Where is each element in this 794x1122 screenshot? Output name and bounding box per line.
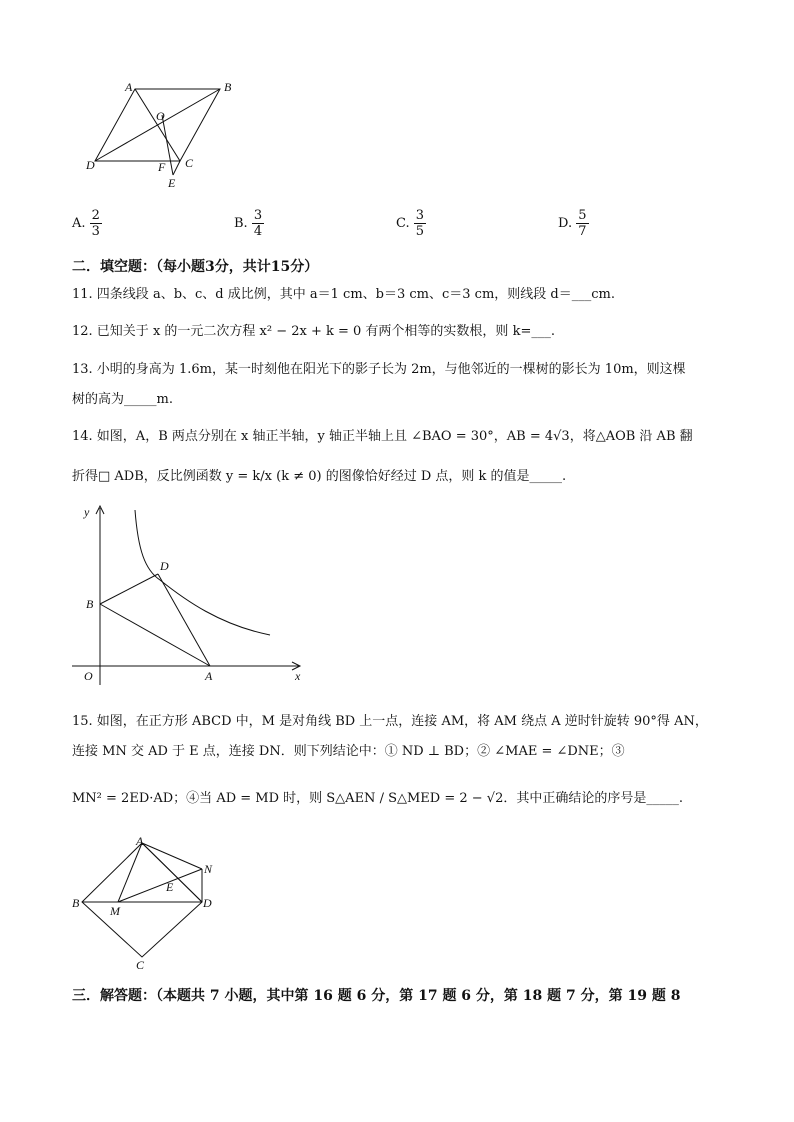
label-A: A — [125, 80, 133, 94]
label-N: N — [204, 862, 213, 876]
label-B: B — [86, 597, 94, 611]
question-14-line-1: 14. 如图，A，B 两点分别在 x 轴正半轴，y 轴正半轴上且 ∠BAO = 30°，AB = 4√3，将△AOB 沿 AB 翻 — [72, 429, 693, 444]
label-D: D — [160, 559, 169, 573]
question-15-line-1: 15. 如图，在正方形 ABCD 中，M 是对角线 BD 上一点，连接 AM，将 AM 绕点 A 逆时针旋转 90°得 AN， — [72, 714, 708, 729]
figure-parallelogram — [80, 75, 250, 195]
option-a: A. $\frac{2}{3}$ — [72, 208, 100, 239]
label-y: y — [84, 505, 90, 519]
option-b: B. $\frac{3}{4}$ — [234, 208, 263, 239]
label-D: D — [203, 896, 212, 910]
question-13-line-2: 树的高为_____m. — [72, 392, 173, 407]
label-F: F — [158, 160, 166, 174]
figure-coordinate-plot — [70, 500, 320, 690]
question-12: 12. 已知关于 x 的一元二次方程 x² − 2x + k = 0 有两个相等的实数根，则 k=___. — [72, 324, 555, 339]
label-O: O — [84, 669, 93, 683]
label-x: x — [295, 669, 301, 683]
question-13-line-1: 13. 小明的身高为 1.6m，某一时刻他在阳光下的影子长为 2m，与他邻近的一棵树的影长为 10m，则这棵 — [72, 362, 686, 377]
label-E: E — [168, 176, 176, 190]
question-15-line-2: 连接 MN 交 AD 于 E 点，连接 DN．则下列结论中：① ND ⊥ BD；② ∠MAE = ∠DNE；③ — [72, 744, 625, 759]
section-3-title: 三．解答题：（本题共 7 小题，其中第 16 题 6 分，第 17 题 6 分，第 18 题 7 分，第 19 题 8 — [72, 988, 681, 1004]
label-A: A — [136, 835, 144, 848]
label-B: B — [72, 896, 80, 910]
question-11: 11. 四条线段 a、b、c、d 成比例，其中 a＝1 cm、b＝3 cm、c＝3 cm，则线段 d＝___cm. — [72, 287, 615, 302]
label-B: B — [224, 80, 232, 94]
option-d: D. $\frac{5}{7}$ — [558, 208, 587, 239]
question-15-line-3: MN² = 2ED·AD；④当 AD = MD 时，则 S△AEN / S△MED = 2 − √2．其中正确结论的序号是_____. — [72, 791, 683, 806]
label-O: O — [156, 109, 165, 123]
option-c: C. $\frac{3}{5}$ — [396, 208, 425, 239]
label-C: C — [136, 958, 145, 972]
question-14-line-2: 折得□ ADB，反比例函数 y = k/x (k ≠ 0) 的图像恰好经过 D 点，则 k 的值是_____. — [72, 469, 567, 484]
label-M: M — [110, 904, 120, 918]
label-C: C — [185, 156, 194, 170]
figure-square — [70, 835, 230, 975]
label-E: E — [166, 880, 174, 894]
label-D: D — [86, 158, 95, 172]
label-A: A — [205, 669, 213, 683]
section-2-title: 二．填空题：（每小题3分，共计15分） — [72, 259, 319, 275]
